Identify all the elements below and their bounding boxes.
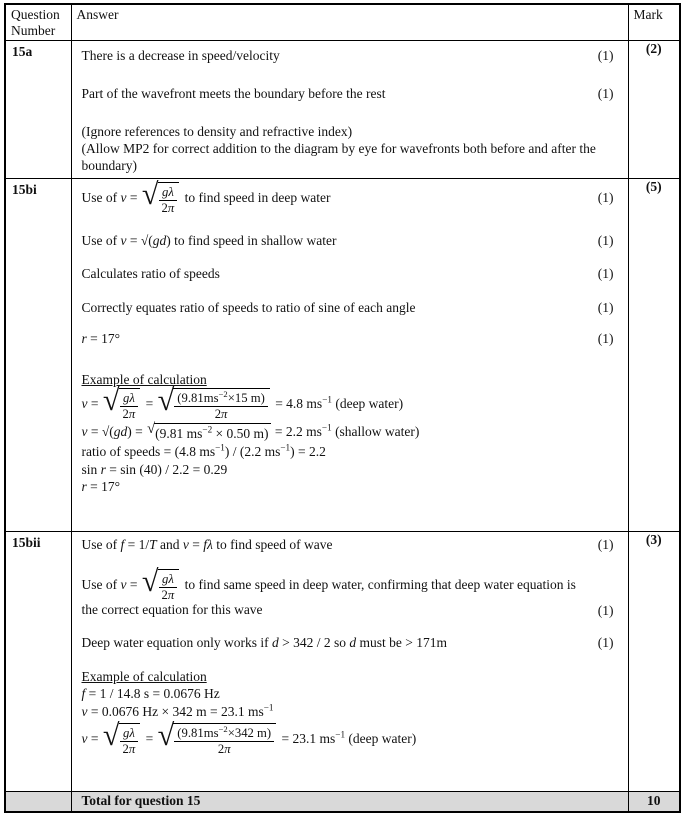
mark-point-value: (1) <box>597 299 614 315</box>
row-15bi <box>5 178 680 531</box>
mark-point-value: (1) <box>597 602 614 618</box>
mark-point <box>82 266 614 282</box>
footer-total-value: 10 <box>628 791 680 812</box>
mark-point-formula: Deep water equation only works if d > 342 / 2 so d must be > 171m <box>81 634 447 650</box>
mark-point-formula: r = 17° <box>81 331 121 347</box>
example-line: sin r = sin (40) / 2.2 = 0.29 <box>81 461 228 477</box>
question-number-15bi: 15bi <box>5 178 71 531</box>
footer-label: Total for question 15 <box>71 791 628 812</box>
mark-point <box>82 635 614 651</box>
mark-point-value: (1) <box>597 233 614 248</box>
example-line: v = √ $\frac{g\lambda}{2\pi}$ = √ $\frac{(9.81ms^{-2}\times 15 m)}{2\pi}$ = 4.8 $ms^{-1}$ (deep water) <box>81 382 404 422</box>
mark-cell-15bii <box>628 531 680 791</box>
example-line: v = √(gd) = √ (9.81 $ms^{-2} \times 0.50$ m) = 2.2 $ms^{-1}$ (shallow water) <box>81 421 420 442</box>
example-line: ratio of speeds = (4.8 $ms^{-1}) / (2.2$ $ms^{-1}) = 2.2$ <box>81 442 326 459</box>
mark-point-value: (1) <box>597 48 614 64</box>
mark-point <box>82 537 614 553</box>
row-total-mark: (2) <box>645 41 662 57</box>
example-line: f = 1 / 14.8 s = 0.0676 Hz <box>81 686 220 702</box>
header-question-number: Question Number <box>5 4 71 41</box>
mark-point-value: (1) <box>597 85 614 101</box>
mark-point <box>82 331 614 347</box>
mark-point-value: (1) <box>597 266 614 282</box>
mark-point-text: Calculates ratio of speeds <box>81 266 220 282</box>
header-mark: Mark <box>628 4 680 41</box>
mark-cell-15bi <box>628 178 680 531</box>
mark-point-formula: Use of f = 1/T and v = fλ to find speed of wave <box>81 536 333 552</box>
mark-point <box>82 48 614 64</box>
mark-point-formula: Use of v = √ $\frac{g\lambda}{2\pi}$ to find same speed in deep water, confirming that deep water equation is the correct equation for this wave <box>81 564 576 618</box>
question-number-15a: 15a <box>5 41 71 179</box>
mark-point-text: Correctly equates ratio of speeds to ratio of sine of each angle <box>81 299 416 315</box>
guidance-note: (Ignore references to density and refractive index) <box>81 123 353 139</box>
mark-point-formula: Use of v = √ $\frac{g\lambda}{2\pi}$ to find speed in deep water <box>81 176 331 215</box>
example-line: v = √ $\frac{g\lambda}{2\pi}$ = √ $\frac{(9.81ms^{-2}\times 342 m)}{2\pi}$ = 23.1 $ms^{-1}$ (deep water) <box>81 717 417 756</box>
mark-cell-15a <box>628 41 680 179</box>
example-title: Example of calculation <box>81 371 207 387</box>
mark-point-formula: Use of v = √(gd) to find speed in shallow water <box>81 233 337 248</box>
row-total-mark: (3) <box>645 531 662 547</box>
mark-scheme-page <box>4 3 679 813</box>
guidance-note: (Allow MP2 for correct addition to the diagram by eye for wavefronts both before and after the boundary) <box>81 140 596 173</box>
answer-cell-15bii <box>71 531 628 791</box>
mark-point <box>82 86 614 102</box>
mark-point-value: (1) <box>597 331 614 347</box>
mark-point <box>81 564 614 619</box>
mark-point <box>82 300 614 316</box>
footer-empty-cell <box>5 791 71 812</box>
header-answer: Answer <box>71 4 628 41</box>
answer-cell-15bi <box>71 178 628 531</box>
mark-point-value: (1) <box>597 190 614 206</box>
mark-point <box>82 233 614 249</box>
mark-point-text: Part of the wavefront meets the boundary before the rest <box>81 85 386 101</box>
row-15bii <box>5 531 680 791</box>
row-15a <box>5 41 680 179</box>
answer-cell-15a <box>71 41 628 179</box>
example-line: v = 0.0676 Hz × 342 m = 23.1 $ms^{-1}$ <box>81 702 274 719</box>
mark-point-value: (1) <box>597 536 614 552</box>
mark-point-value: (1) <box>597 634 614 650</box>
mark-scheme-table <box>4 3 681 813</box>
mark-point-text: There is a decrease in speed/velocity <box>81 48 280 64</box>
example-line: r = 17° <box>81 479 121 495</box>
example-title: Example of calculation <box>81 669 207 685</box>
header-row <box>5 4 680 41</box>
mark-point <box>81 176 614 215</box>
row-total-mark: (5) <box>645 178 662 194</box>
question-number-15bii: 15bii <box>5 531 71 791</box>
footer-row <box>5 791 680 812</box>
